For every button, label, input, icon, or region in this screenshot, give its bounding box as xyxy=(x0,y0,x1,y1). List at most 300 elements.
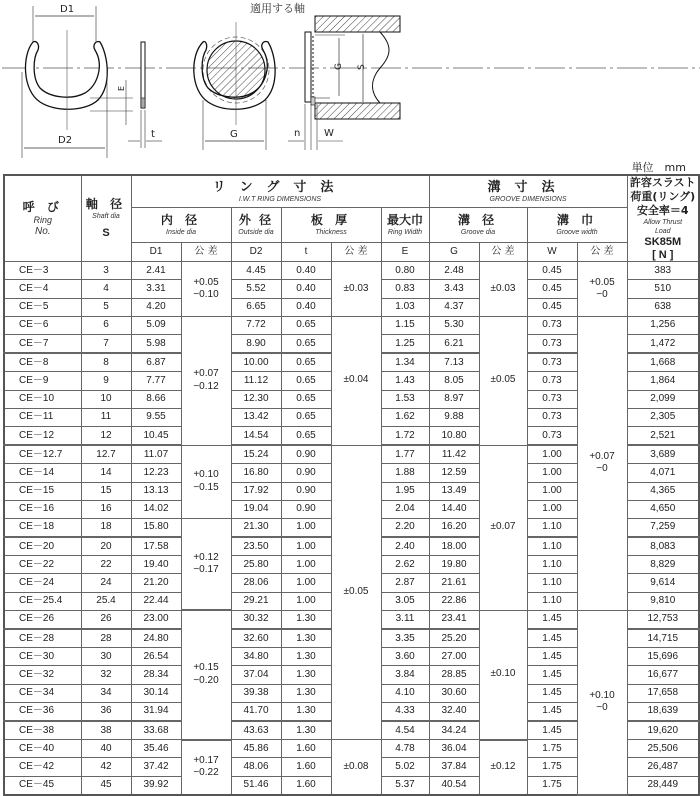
d2-cell: 8.90 xyxy=(231,335,281,354)
e-cell: 3.84 xyxy=(381,666,429,684)
shaft-dia-cell: 11 xyxy=(81,408,131,426)
svg-text:D2: D2 xyxy=(58,135,73,146)
shaft-dia-cell: 7 xyxy=(81,335,131,354)
d2-cell: 30.32 xyxy=(231,610,281,629)
t-cell: 0.65 xyxy=(281,316,331,334)
g-cell: 10.80 xyxy=(429,426,479,445)
d2-cell: 12.30 xyxy=(231,390,281,408)
t-cell: 0.65 xyxy=(281,426,331,445)
d2-cell: 16.80 xyxy=(231,464,281,482)
d2-cell: 17.92 xyxy=(231,482,281,500)
t-cell: 0.65 xyxy=(281,408,331,426)
e-ring-front-view xyxy=(22,4,133,158)
col-g: G xyxy=(429,243,479,262)
d1-cell: 35.46 xyxy=(131,740,181,758)
ring-no-cell: CE－25.4 xyxy=(4,592,81,610)
d1-cell: 33.68 xyxy=(131,721,181,740)
d1-cell: 17.58 xyxy=(131,537,181,556)
header-shaft-dia: 軸 径 Shaft dia S xyxy=(81,175,131,262)
g-cell: 8.05 xyxy=(429,372,479,390)
col-t: t xyxy=(281,243,331,262)
thrust-load-cell: 510 xyxy=(627,280,699,298)
t-tolerance-cell: ±0.04 xyxy=(331,316,381,445)
e-cell: 5.37 xyxy=(381,776,429,795)
t-cell: 0.40 xyxy=(281,280,331,298)
ring-no-cell: CE－12.7 xyxy=(4,445,81,464)
header-groove-dimensions: 溝寸法 GROOVE DIMENSIONS xyxy=(429,175,627,208)
shaft-dia-cell: 36 xyxy=(81,702,131,721)
w-cell: 0.45 xyxy=(527,262,577,280)
e-cell: 1.43 xyxy=(381,372,429,390)
w-cell: 0.45 xyxy=(527,298,577,316)
shaft-dia-cell: 40 xyxy=(81,740,131,758)
w-cell: 1.10 xyxy=(527,556,577,574)
d1-cell: 26.54 xyxy=(131,648,181,666)
e-cell: 2.20 xyxy=(381,518,429,537)
thrust-load-cell: 18,639 xyxy=(627,702,699,721)
d1-cell: 7.77 xyxy=(131,372,181,390)
thrust-load-cell: 1,668 xyxy=(627,353,699,372)
w-cell: 0.73 xyxy=(527,408,577,426)
d2-cell: 34.80 xyxy=(231,648,281,666)
d2-cell: 32.60 xyxy=(231,629,281,648)
t-cell: 1.30 xyxy=(281,666,331,684)
technical-drawing xyxy=(0,0,700,165)
shaft-dia-cell: 38 xyxy=(81,721,131,740)
w-cell: 1.00 xyxy=(527,464,577,482)
t-cell: 0.65 xyxy=(281,390,331,408)
g-tolerance-cell: ±0.03 xyxy=(479,262,527,317)
shaft-dia-cell: 5 xyxy=(81,298,131,316)
ring-no-cell: CE－8 xyxy=(4,353,81,372)
svg-text:S: S xyxy=(357,64,367,70)
w-tolerance-cell xyxy=(577,262,627,317)
d1-cell: 8.66 xyxy=(131,390,181,408)
svg-text:G: G xyxy=(230,129,238,140)
shaft-dia-cell: 26 xyxy=(81,610,131,629)
t-cell: 1.00 xyxy=(281,556,331,574)
t-cell: 1.00 xyxy=(281,537,331,556)
col-e: E xyxy=(381,243,429,262)
d2-cell: 25.80 xyxy=(231,556,281,574)
g-cell: 19.80 xyxy=(429,556,479,574)
g-cell: 40.54 xyxy=(429,776,479,795)
table-row xyxy=(4,316,699,334)
w-cell: 1.75 xyxy=(527,758,577,776)
tolerance-minus: −0.22 xyxy=(193,767,219,779)
col-t-tolerance: 公 差 xyxy=(331,243,381,262)
header-groove-dia: 溝 径 Groove dia xyxy=(429,208,527,243)
g-tolerance-cell: ±0.05 xyxy=(479,316,527,445)
d1-cell: 28.34 xyxy=(131,666,181,684)
ring-no-cell: CE－30 xyxy=(4,648,81,666)
thrust-load-cell: 3,689 xyxy=(627,445,699,464)
thrust-load-cell: 383 xyxy=(627,262,699,280)
d2-cell: 43.63 xyxy=(231,721,281,740)
unit-label: 単位 mm xyxy=(631,161,686,174)
d1-tolerance-cell xyxy=(181,740,231,795)
t-cell: 0.65 xyxy=(281,335,331,354)
e-cell: 1.77 xyxy=(381,445,429,464)
e-cell: 3.11 xyxy=(381,610,429,629)
d1-cell: 15.80 xyxy=(131,518,181,537)
col-d2: D2 xyxy=(231,243,281,262)
g-cell: 37.84 xyxy=(429,758,479,776)
e-cell: 1.34 xyxy=(381,353,429,372)
shaft-dia-cell: 14 xyxy=(81,464,131,482)
w-cell: 1.10 xyxy=(527,518,577,537)
g-cell: 23.41 xyxy=(429,610,479,629)
g-cell: 21.61 xyxy=(429,574,479,592)
d1-cell: 19.40 xyxy=(131,556,181,574)
t-cell: 1.60 xyxy=(281,776,331,795)
t-tolerance-cell: ±0.05 xyxy=(331,445,381,740)
ring-no-cell: CE－3 xyxy=(4,262,81,280)
d1-cell: 2.41 xyxy=(131,262,181,280)
t-cell: 0.90 xyxy=(281,464,331,482)
ring-no-cell: CE－12 xyxy=(4,426,81,445)
w-cell: 1.10 xyxy=(527,574,577,592)
thrust-load-cell: 26,487 xyxy=(627,758,699,776)
ring-no-cell: CE－36 xyxy=(4,702,81,721)
g-cell: 22.86 xyxy=(429,592,479,610)
d2-cell: 21.30 xyxy=(231,518,281,537)
e-cell: 0.80 xyxy=(381,262,429,280)
svg-text:W: W xyxy=(324,128,334,139)
shaft-dia-cell: 9 xyxy=(81,372,131,390)
header-outside-dia: 外 径 Outside dia xyxy=(231,208,281,243)
d2-cell: 11.12 xyxy=(231,372,281,390)
e-cell: 4.10 xyxy=(381,684,429,702)
thrust-load-cell: 12,753 xyxy=(627,610,699,629)
ring-no-cell: CE－16 xyxy=(4,500,81,518)
w-cell: 1.45 xyxy=(527,610,577,629)
ring-no-cell: CE－18 xyxy=(4,518,81,537)
col-g-tolerance: 公 差 xyxy=(479,243,527,262)
d1-tolerance-cell xyxy=(181,518,231,610)
t-cell: 0.65 xyxy=(281,372,331,390)
e-cell: 4.78 xyxy=(381,740,429,758)
g-cell: 2.48 xyxy=(429,262,479,280)
ring-no-cell: CE－34 xyxy=(4,684,81,702)
svg-text:E: E xyxy=(117,85,126,91)
d1-cell: 24.80 xyxy=(131,629,181,648)
thrust-load-cell: 19,620 xyxy=(627,721,699,740)
g-cell: 13.49 xyxy=(429,482,479,500)
e-cell: 3.05 xyxy=(381,592,429,610)
svg-text:D1: D1 xyxy=(60,4,75,15)
g-cell: 4.37 xyxy=(429,298,479,316)
t-cell: 1.00 xyxy=(281,518,331,537)
ring-no-cell: CE－28 xyxy=(4,629,81,648)
d2-cell: 7.72 xyxy=(231,316,281,334)
w-cell: 1.45 xyxy=(527,721,577,740)
d1-tolerance-cell xyxy=(181,316,231,445)
w-cell: 0.73 xyxy=(527,390,577,408)
w-cell: 0.73 xyxy=(527,372,577,390)
d1-tolerance-cell xyxy=(181,262,231,317)
shaft-dia-cell: 8 xyxy=(81,353,131,372)
ring-no-cell: CE－26 xyxy=(4,610,81,629)
tolerance-plus: +0.12 xyxy=(193,551,219,563)
thrust-load-cell: 15,696 xyxy=(627,648,699,666)
d2-cell: 23.50 xyxy=(231,537,281,556)
tolerance-plus: +0.05 xyxy=(193,276,219,288)
e-cell: 0.83 xyxy=(381,280,429,298)
w-cell: 1.45 xyxy=(527,648,577,666)
g-cell: 36.04 xyxy=(429,740,479,758)
thrust-load-cell: 17,658 xyxy=(627,684,699,702)
d1-cell: 12.23 xyxy=(131,464,181,482)
e-cell: 4.54 xyxy=(381,721,429,740)
col-d1-tolerance: 公 差 xyxy=(181,243,231,262)
ring-no-cell: CE－4 xyxy=(4,280,81,298)
col-w-tolerance: 公 差 xyxy=(577,243,627,262)
d1-cell: 13.13 xyxy=(131,482,181,500)
ring-no-cell: CE－15 xyxy=(4,482,81,500)
d2-cell: 15.24 xyxy=(231,445,281,464)
t-tolerance-cell: ±0.03 xyxy=(331,262,381,317)
d2-cell: 6.65 xyxy=(231,298,281,316)
t-cell: 1.00 xyxy=(281,574,331,592)
g-cell: 9.88 xyxy=(429,408,479,426)
d2-cell: 37.04 xyxy=(231,666,281,684)
shaft-dia-cell: 45 xyxy=(81,776,131,795)
col-w: W xyxy=(527,243,577,262)
thrust-load-cell: 28,449 xyxy=(627,776,699,795)
w-tolerance-cell xyxy=(577,610,627,794)
t-cell: 1.30 xyxy=(281,648,331,666)
tolerance-plus: +0.15 xyxy=(193,662,219,674)
e-cell: 3.35 xyxy=(381,629,429,648)
shaft-dia-cell: 28 xyxy=(81,629,131,648)
d1-cell: 5.98 xyxy=(131,335,181,354)
g-cell: 3.43 xyxy=(429,280,479,298)
e-cell: 1.03 xyxy=(381,298,429,316)
ring-no-cell: CE－20 xyxy=(4,537,81,556)
g-cell: 18.00 xyxy=(429,537,479,556)
w-cell: 0.45 xyxy=(527,280,577,298)
thrust-load-cell: 638 xyxy=(627,298,699,316)
d2-cell: 5.52 xyxy=(231,280,281,298)
d2-cell: 10.00 xyxy=(231,353,281,372)
tolerance-minus: −0.15 xyxy=(193,481,219,493)
thrust-load-cell: 2,099 xyxy=(627,390,699,408)
tolerance-minus: −0 xyxy=(596,289,608,301)
header-allow-thrust-load: 許容スラスト 荷重(リング) 安全率＝4 Allow Thrust Load SK85M [ N ] xyxy=(627,175,699,262)
thrust-load-cell: 7,259 xyxy=(627,518,699,537)
svg-text:G: G xyxy=(334,63,344,70)
t-cell: 1.60 xyxy=(281,758,331,776)
e-ring-side-view xyxy=(128,42,162,148)
spec-table-body xyxy=(4,262,699,795)
w-tolerance-cell xyxy=(577,316,627,610)
shaft-dia-cell: 15 xyxy=(81,482,131,500)
ring-no-cell: CE－24 xyxy=(4,574,81,592)
e-ring-diagram xyxy=(0,0,700,165)
shaft-dia-cell: 34 xyxy=(81,684,131,702)
tolerance-plus: +0.07 xyxy=(589,450,615,462)
thrust-load-cell: 25,506 xyxy=(627,740,699,758)
tolerance-minus: −0.12 xyxy=(193,380,219,392)
w-cell: 0.73 xyxy=(527,426,577,445)
e-cell: 2.62 xyxy=(381,556,429,574)
shaft-dia-cell: 32 xyxy=(81,666,131,684)
g-cell: 28.85 xyxy=(429,666,479,684)
g-cell: 34.24 xyxy=(429,721,479,740)
ring-no-cell: CE－22 xyxy=(4,556,81,574)
tolerance-plus: +0.05 xyxy=(589,276,615,288)
col-d1: D1 xyxy=(131,243,181,262)
t-cell: 0.90 xyxy=(281,482,331,500)
w-cell: 1.10 xyxy=(527,592,577,610)
e-cell: 1.15 xyxy=(381,316,429,334)
ring-no-cell: CE－32 xyxy=(4,666,81,684)
d2-cell: 45.86 xyxy=(231,740,281,758)
g-cell: 25.20 xyxy=(429,629,479,648)
g-cell: 6.21 xyxy=(429,335,479,354)
d2-cell: 14.54 xyxy=(231,426,281,445)
t-cell: 1.30 xyxy=(281,702,331,721)
e-cell: 1.72 xyxy=(381,426,429,445)
g-cell: 30.60 xyxy=(429,684,479,702)
ring-no-cell: CE－38 xyxy=(4,721,81,740)
thrust-load-cell: 2,305 xyxy=(627,408,699,426)
t-cell: 1.30 xyxy=(281,721,331,740)
d1-cell: 5.09 xyxy=(131,316,181,334)
w-cell: 1.45 xyxy=(527,629,577,648)
t-cell: 1.60 xyxy=(281,740,331,758)
d1-cell: 3.31 xyxy=(131,280,181,298)
header-thickness: 板 厚 Thickness xyxy=(281,208,381,243)
d1-cell: 39.92 xyxy=(131,776,181,795)
d1-cell: 14.02 xyxy=(131,500,181,518)
d1-cell: 22.44 xyxy=(131,592,181,610)
shaft-dia-cell: 42 xyxy=(81,758,131,776)
g-cell: 8.97 xyxy=(429,390,479,408)
shaft-section-view xyxy=(288,16,400,150)
thrust-load-cell: 1,864 xyxy=(627,372,699,390)
thrust-load-cell: 8,829 xyxy=(627,556,699,574)
thrust-load-cell: 14,715 xyxy=(627,629,699,648)
ring-no-cell: CE－45 xyxy=(4,776,81,795)
e-cell: 5.02 xyxy=(381,758,429,776)
e-cell: 4.33 xyxy=(381,702,429,721)
g-cell: 16.20 xyxy=(429,518,479,537)
ring-no-cell: CE－6 xyxy=(4,316,81,334)
ring-no-cell: CE－10 xyxy=(4,390,81,408)
tolerance-plus: +0.10 xyxy=(589,689,615,701)
d1-cell: 6.87 xyxy=(131,353,181,372)
w-cell: 1.00 xyxy=(527,500,577,518)
tolerance-plus: +0.17 xyxy=(193,754,219,766)
thrust-load-cell: 16,677 xyxy=(627,666,699,684)
g-cell: 27.00 xyxy=(429,648,479,666)
g-cell: 32.40 xyxy=(429,702,479,721)
w-cell: 0.73 xyxy=(527,316,577,334)
e-cell: 2.04 xyxy=(381,500,429,518)
t-cell: 1.30 xyxy=(281,629,331,648)
t-cell: 1.30 xyxy=(281,684,331,702)
d1-cell: 21.20 xyxy=(131,574,181,592)
ring-no-cell: CE－14 xyxy=(4,464,81,482)
shaft-dia-cell: 4 xyxy=(81,280,131,298)
d1-cell: 37.42 xyxy=(131,758,181,776)
d1-cell: 30.14 xyxy=(131,684,181,702)
d1-cell: 9.55 xyxy=(131,408,181,426)
shaft-dia-cell: 24 xyxy=(81,574,131,592)
g-tolerance-cell: ±0.10 xyxy=(479,610,527,739)
ring-no-cell: CE－9 xyxy=(4,372,81,390)
d2-cell: 13.42 xyxy=(231,408,281,426)
g-cell: 14.40 xyxy=(429,500,479,518)
thrust-load-cell: 9,810 xyxy=(627,592,699,610)
e-cell: 2.40 xyxy=(381,537,429,556)
thrust-load-cell: 1,472 xyxy=(627,335,699,354)
g-cell: 7.13 xyxy=(429,353,479,372)
tolerance-plus: +0.07 xyxy=(193,368,219,380)
ring-no-cell: CE－11 xyxy=(4,408,81,426)
e-ring-spec-table xyxy=(3,174,700,796)
t-cell: 0.90 xyxy=(281,500,331,518)
shaft-dia-cell: 22 xyxy=(81,556,131,574)
header-ring-dimensions: リング寸法 I.W.T RING DIMENSIONS xyxy=(131,175,429,208)
thrust-load-cell: 9,614 xyxy=(627,574,699,592)
tolerance-minus: −0 xyxy=(596,463,608,475)
w-cell: 1.45 xyxy=(527,684,577,702)
shaft-dia-cell: 12.7 xyxy=(81,445,131,464)
shaft-dia-cell: 3 xyxy=(81,262,131,280)
thrust-load-cell: 4,650 xyxy=(627,500,699,518)
g-cell: 5.30 xyxy=(429,316,479,334)
table-row xyxy=(4,262,699,280)
e-cell: 3.60 xyxy=(381,648,429,666)
w-cell: 1.75 xyxy=(527,740,577,758)
ring-no-cell: CE－7 xyxy=(4,335,81,354)
ring-no-cell: CE－42 xyxy=(4,758,81,776)
tolerance-minus: −0.17 xyxy=(193,564,219,576)
t-cell: 0.90 xyxy=(281,445,331,464)
w-cell: 1.10 xyxy=(527,537,577,556)
d1-cell: 31.94 xyxy=(131,702,181,721)
thrust-load-cell: 4,071 xyxy=(627,464,699,482)
d2-cell: 29.21 xyxy=(231,592,281,610)
shaft-dia-cell: 25.4 xyxy=(81,592,131,610)
d2-cell: 41.70 xyxy=(231,702,281,721)
d2-cell: 48.06 xyxy=(231,758,281,776)
d1-cell: 11.07 xyxy=(131,445,181,464)
shaft-dia-cell: 10 xyxy=(81,390,131,408)
d1-cell: 23.00 xyxy=(131,610,181,629)
e-ring-installed-view xyxy=(194,22,275,150)
tolerance-minus: −0.10 xyxy=(193,289,219,301)
header-inside-dia: 内 径 Inside dia xyxy=(131,208,231,243)
d2-cell: 51.46 xyxy=(231,776,281,795)
g-cell: 11.42 xyxy=(429,445,479,464)
ring-no-cell: CE－5 xyxy=(4,298,81,316)
w-cell: 0.73 xyxy=(527,335,577,354)
d1-tolerance-cell xyxy=(181,610,231,739)
shaft-dia-cell: 12 xyxy=(81,426,131,445)
tolerance-minus: −0.20 xyxy=(193,674,219,686)
e-cell: 1.62 xyxy=(381,408,429,426)
d2-cell: 19.04 xyxy=(231,500,281,518)
t-cell: 0.40 xyxy=(281,298,331,316)
ring-no-cell: CE－40 xyxy=(4,740,81,758)
t-tolerance-cell: ±0.08 xyxy=(331,740,381,795)
d2-cell: 39.38 xyxy=(231,684,281,702)
header-groove-width: 溝 巾 Groove width xyxy=(527,208,627,243)
